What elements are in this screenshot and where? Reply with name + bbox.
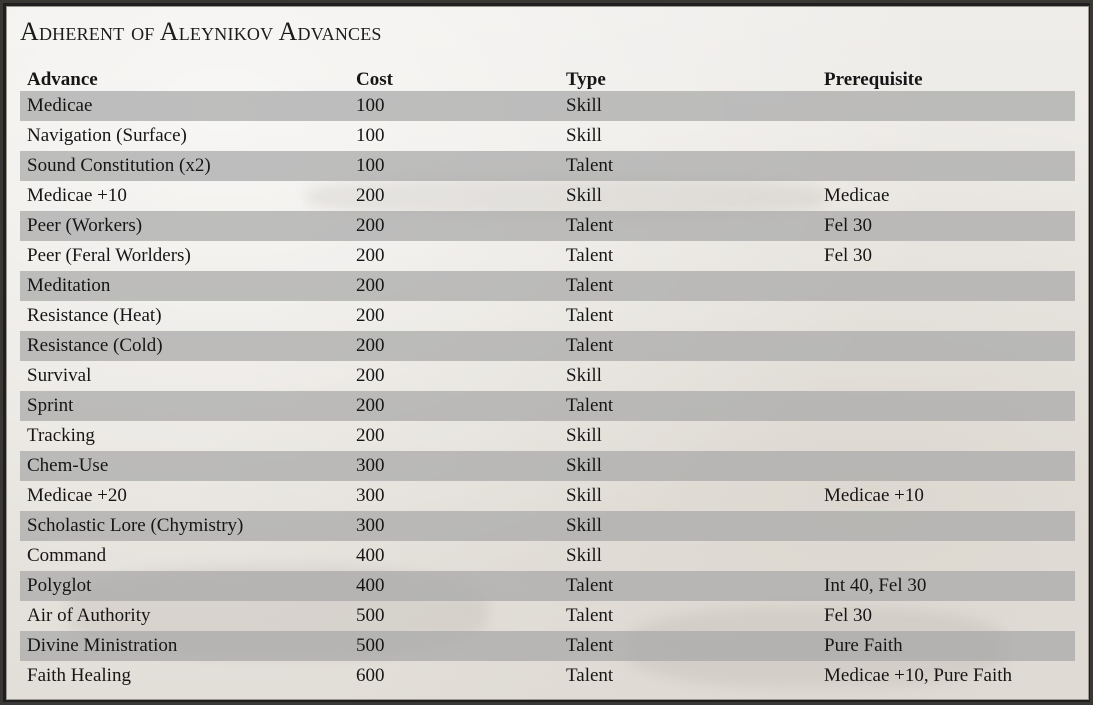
cell-prerequisite <box>817 421 1075 451</box>
table-row <box>20 391 1075 421</box>
table-body <box>20 91 1075 691</box>
cell-cost: 400 <box>356 545 385 566</box>
cell-prerequisite: Pure Faith <box>817 631 1075 661</box>
cell-type: Skill <box>566 365 602 386</box>
table-row <box>20 181 1075 211</box>
cell-type: Skill <box>559 451 817 481</box>
table-row <box>20 151 1075 181</box>
cell-advance: Peer (Feral Worlders) <box>27 245 191 266</box>
cell-type: Skill <box>566 125 602 146</box>
cell-prerequisite: Fel 30 <box>824 605 873 626</box>
table-title: Adherent of Aleynikov Advances <box>20 17 382 46</box>
table-row <box>20 331 1075 361</box>
cell-advance: Scholastic Lore (Chymistry) <box>20 511 349 541</box>
cell-cost: 200 <box>349 211 559 241</box>
header-cost: Cost <box>356 69 393 90</box>
table-row <box>20 241 1075 271</box>
cell-cost: 100 <box>356 125 385 146</box>
cell-cost: 500 <box>356 605 385 626</box>
table-row <box>20 481 1075 511</box>
cell-type: Talent <box>559 211 817 241</box>
cell-advance: Medicae <box>20 91 349 121</box>
cell-type: Talent <box>566 605 614 626</box>
cell-prerequisite <box>817 301 1075 331</box>
cell-prerequisite: Medicae +10, Pure Faith <box>824 665 1013 686</box>
cell-cost: 300 <box>349 511 559 541</box>
table-row <box>20 361 1075 391</box>
cell-prerequisite <box>817 151 1075 181</box>
cell-cost: 200 <box>349 391 559 421</box>
cell-advance: Meditation <box>20 271 349 301</box>
cell-cost: 200 <box>349 331 559 361</box>
cell-advance: Resistance (Heat) <box>27 305 162 326</box>
header-advance: Advance <box>27 69 98 90</box>
advances-table <box>20 61 1075 691</box>
cell-advance: Medicae +20 <box>27 485 127 506</box>
table-row <box>20 511 1075 541</box>
cell-advance: Survival <box>27 365 92 386</box>
cell-advance: Air of Authority <box>27 605 151 626</box>
table-row <box>20 631 1075 661</box>
cell-prerequisite: Int 40, Fel 30 <box>817 571 1075 601</box>
advances-panel <box>6 6 1089 700</box>
cell-type: Talent <box>559 151 817 181</box>
cell-type: Skill <box>566 185 602 206</box>
cell-cost: 500 <box>349 631 559 661</box>
cell-type: Talent <box>559 571 817 601</box>
cell-cost: 200 <box>356 305 385 326</box>
cell-type: Talent <box>566 245 614 266</box>
table-row <box>20 571 1075 601</box>
cell-advance: Medicae +10 <box>27 185 127 206</box>
cell-prerequisite: Fel 30 <box>817 211 1075 241</box>
cell-advance: Polyglot <box>20 571 349 601</box>
cell-advance: Sound Constitution (x2) <box>20 151 349 181</box>
table-row <box>20 121 1075 151</box>
cell-prerequisite <box>817 541 1075 571</box>
cell-type: Skill <box>566 485 602 506</box>
cell-prerequisite <box>817 121 1075 151</box>
table-row <box>20 661 1075 691</box>
table-row <box>20 91 1075 121</box>
cell-prerequisite <box>817 451 1075 481</box>
table-row <box>20 301 1075 331</box>
cell-prerequisite <box>817 391 1075 421</box>
cell-prerequisite <box>817 361 1075 391</box>
cell-type: Skill <box>566 545 602 566</box>
cell-prerequisite <box>817 511 1075 541</box>
table-row <box>20 271 1075 301</box>
cell-cost: 200 <box>356 245 385 266</box>
table-row <box>20 421 1075 451</box>
cell-advance: Navigation (Surface) <box>27 125 187 146</box>
cell-cost: 200 <box>356 185 385 206</box>
cell-prerequisite <box>817 271 1075 301</box>
cell-advance: Peer (Workers) <box>20 211 349 241</box>
cell-cost: 300 <box>349 451 559 481</box>
cell-type: Talent <box>559 631 817 661</box>
cell-prerequisite <box>817 91 1075 121</box>
cell-cost: 100 <box>349 91 559 121</box>
cell-advance: Chem-Use <box>20 451 349 481</box>
cell-cost: 100 <box>349 151 559 181</box>
cell-cost: 200 <box>349 271 559 301</box>
cell-type: Talent <box>559 331 817 361</box>
cell-cost: 200 <box>356 365 385 386</box>
cell-advance: Command <box>27 545 107 566</box>
header-prerequisite: Prerequisite <box>824 69 923 90</box>
cell-prerequisite: Medicae +10 <box>824 485 924 506</box>
cell-cost: 200 <box>356 425 385 446</box>
cell-type: Skill <box>559 511 817 541</box>
cell-prerequisite: Fel 30 <box>824 245 873 266</box>
cell-advance: Faith Healing <box>27 665 131 686</box>
table-row <box>20 541 1075 571</box>
header-type: Type <box>566 69 606 90</box>
cell-type: Talent <box>566 305 614 326</box>
cell-advance: Divine Ministration <box>20 631 349 661</box>
cell-cost: 600 <box>356 665 385 686</box>
table-header-row <box>20 61 1075 91</box>
cell-type: Talent <box>559 391 817 421</box>
cell-advance: Sprint <box>20 391 349 421</box>
cell-type: Talent <box>559 271 817 301</box>
cell-advance: Tracking <box>27 425 95 446</box>
cell-type: Talent <box>566 665 614 686</box>
cell-type: Skill <box>566 425 602 446</box>
cell-prerequisite: Medicae <box>824 185 890 206</box>
cell-cost: 400 <box>349 571 559 601</box>
table-row <box>20 601 1075 631</box>
table-row <box>20 211 1075 241</box>
cell-prerequisite <box>817 331 1075 361</box>
table-row <box>20 451 1075 481</box>
cell-cost: 300 <box>356 485 385 506</box>
cell-type: Skill <box>559 91 817 121</box>
cell-advance: Resistance (Cold) <box>20 331 349 361</box>
